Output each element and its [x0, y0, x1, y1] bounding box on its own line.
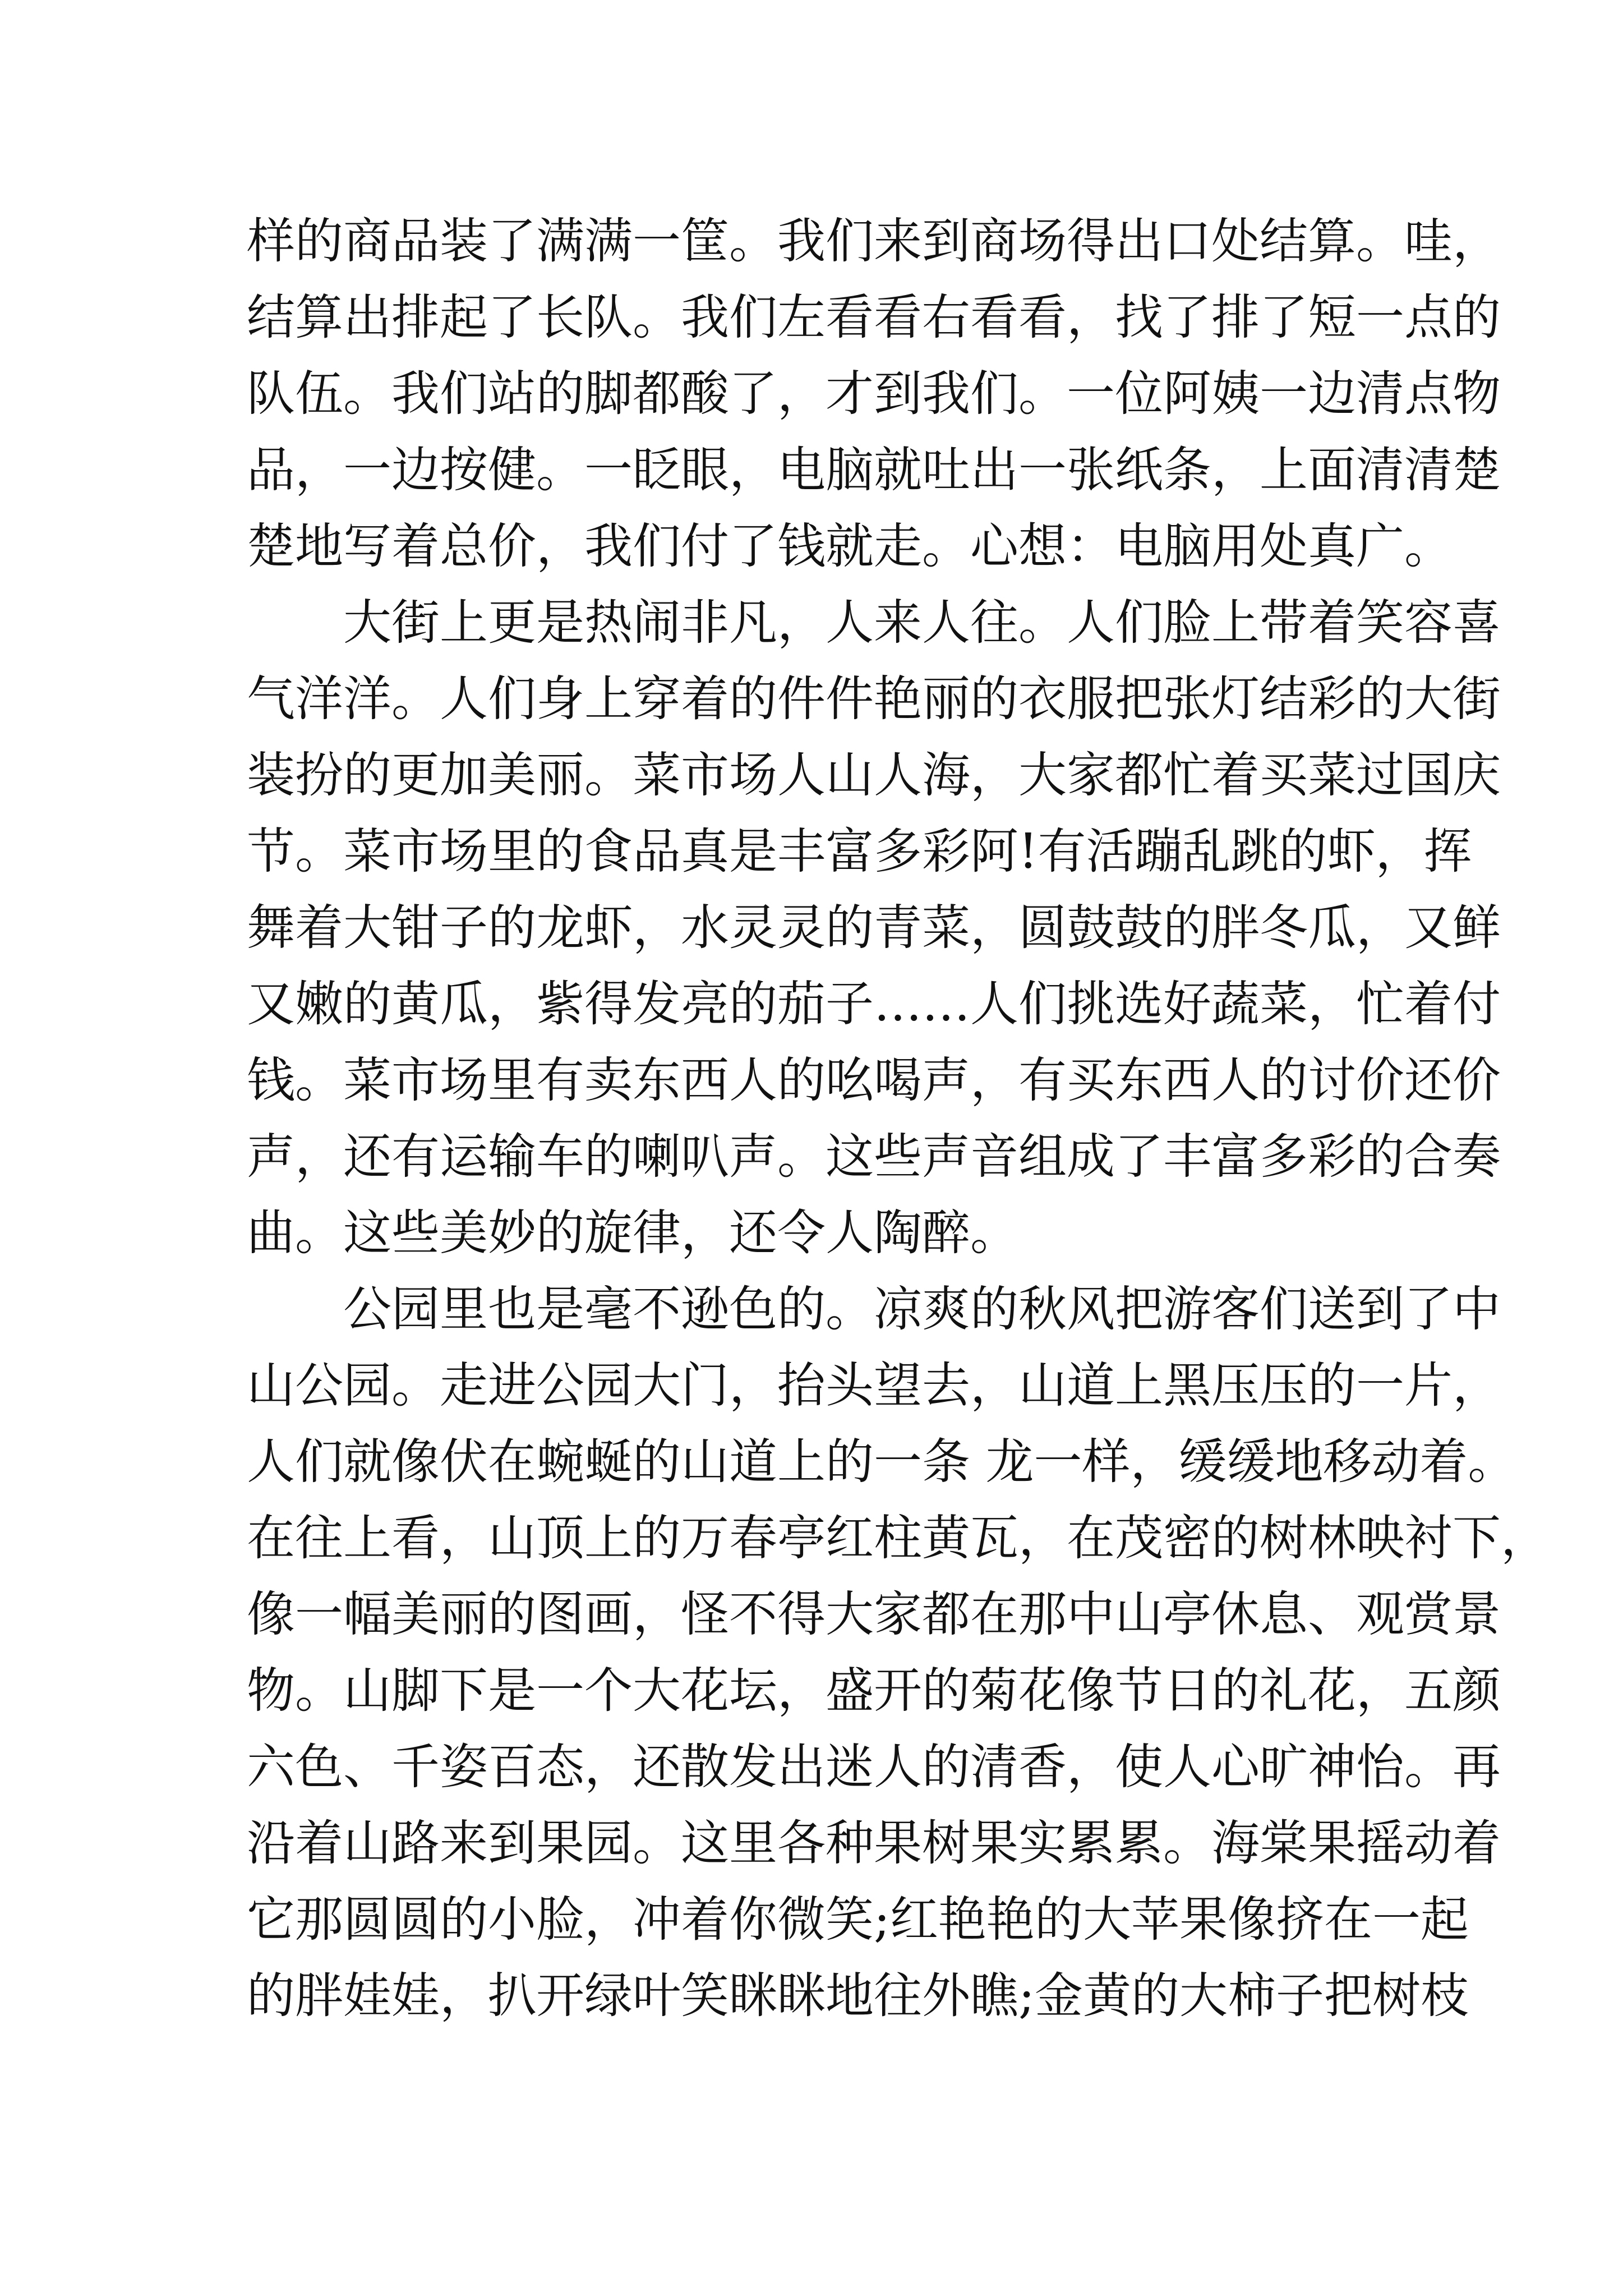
text-line: 装扮的更加美丽。菜市场人山人海，大家都忙着买菜过国庆 — [247, 747, 1501, 803]
text-line: 又嫩的黄瓜，紫得发亮的茄子……人们挑选好蔬菜，忙着付 — [247, 976, 1501, 1032]
text-line: 在往上看，山顶上的万春亭红柱黄瓦，在茂密的树林映衬下， — [247, 1510, 1549, 1566]
text-line: 六色、千姿百态，还散发出迷人的清香，使人心旷神怡。再 — [247, 1739, 1501, 1795]
text-line: 节。菜市场里的食品真是丰富多彩阿!有活蹦乱跳的虾，挥 — [247, 823, 1472, 880]
text-line: 人们就像伏在蜿蜒的山道上的一条 龙一样，缓缓地移动着。 — [247, 1434, 1516, 1490]
text-line: 大街上更是热闹非凡，人来人往。人们脸上带着笑容喜 — [247, 595, 1501, 651]
text-line: 钱。菜市场里有卖东西人的吆喝声，有买东西人的讨价还价 — [247, 1052, 1501, 1108]
text-line: 结算出排起了长队。我们左看看右看看，找了排了短一点的 — [247, 289, 1501, 346]
text-line: 队伍。我们站的脚都酸了，才到我们。一位阿姨一边清点物 — [247, 366, 1501, 422]
text-line: 公园里也是毫不逊色的。凉爽的秋风把游客们送到了中 — [247, 1281, 1501, 1337]
text-line: 楚地写着总价，我们付了钱就走。心想：电脑用处真广。 — [247, 518, 1453, 574]
text-line: 舞着大钳子的龙虾，水灵灵的青菜，圆鼓鼓的胖冬瓜，又鲜 — [247, 900, 1501, 956]
text-line: 的胖娃娃，扒开绿叶笑眯眯地往外瞧;金黄的大柿子把树枝 — [247, 1968, 1469, 2024]
text-line: 它那圆圆的小脸，冲着你微笑;红艳艳的大苹果像挤在一起 — [247, 1892, 1469, 1948]
text-line: 品，一边按健。一眨眼，电脑就吐出一张纸条，上面清清楚 — [247, 442, 1501, 498]
text-line: 沿着山路来到果园。这里各种果树果实累累。海棠果摇动着 — [247, 1815, 1501, 1871]
paragraph-3 — [247, 1271, 1549, 2034]
text-line: 物。山脚下是一个大花坛，盛开的菊花像节日的礼花，五颜 — [247, 1663, 1501, 1719]
text-line: 气洋洋。人们身上穿着的件件艳丽的衣服把张灯结彩的大街 — [247, 671, 1501, 727]
text-line: 山公园。走进公园大门，抬头望去，山道上黑压压的一片， — [247, 1358, 1501, 1414]
document-body — [247, 203, 1549, 2034]
text-line: 声，还有运输车的喇叭声。这些声音组成了丰富多彩的合奏 — [247, 1129, 1501, 1185]
text-line: 曲。这些美妙的旋律，还令人陶醉。 — [247, 1205, 1018, 1261]
text-line: 像一幅美丽的图画，怪不得大家都在那中山亭休息、观赏景 — [247, 1586, 1501, 1642]
paragraph-1 — [247, 203, 1501, 585]
text-line: 样的商品装了满满一筐。我们来到商场得出口处结算。哇， — [247, 213, 1501, 269]
paragraph-2 — [247, 585, 1501, 1271]
